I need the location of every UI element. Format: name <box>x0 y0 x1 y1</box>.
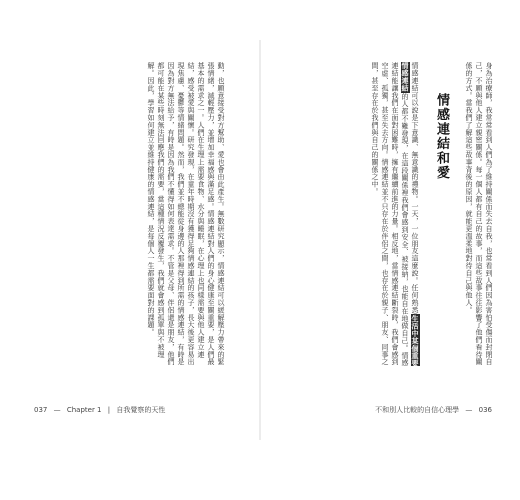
left-page-footer <box>34 405 165 415</box>
highlighted-phrase: 生活中某個重要情感連結 <box>401 62 420 367</box>
footer-bar: | <box>107 406 111 414</box>
left-chapter-title: 自我覺察的天性 <box>116 406 166 414</box>
section-text-part-1: 情感連結可以說是下意識、無意識的禮物。一天，一位朋友這麼說。任何熟悉 <box>411 62 419 314</box>
left-page-number: 037 <box>34 406 48 414</box>
section-heading: 情感連結和愛 <box>434 93 449 180</box>
right-page-number: 036 <box>478 406 492 414</box>
left-page-body-text: 動，也願意接受對方幫助、愛也會由此產生。無數研究顯示，情感連結可以緩解壓力帶來的緊張情緒，減輕壓力，並增加幸福感與滿足感。情感連結對人們的身心健康至關重要，是人們最基本的需求之一。人們在生理上需要食物、水分與睡眠，在心理上也同樣需要與他人建立連結，感受被愛與關懷。研究發現，在童年時期沒有獲得足夠情感連結的孩子，長大後更容易出現焦慮、憂鬱等情緒問題。然而，我們並不總能從身邊的人那裡得到所需的情感連結，有時是因為對方無法給予，有時是因為我們不懂得如何表達需求。不管是父母、伴侶還是朋友，他們都可能在某些時刻無法回應我們的需要，當這種情況反覆發生，我們就會感到孤單與不被理解。因此，學習如何建立並維持健康的情感連結，是每個人一生都需要面對的課題。 <box>147 62 225 366</box>
right-book-title: 不和別人比較的自信心理學 <box>375 406 460 414</box>
footer-separator: — <box>53 406 61 414</box>
right-page-section-text <box>278 62 420 372</box>
book-gutter <box>259 40 261 440</box>
left-page <box>0 0 256 500</box>
left-chapter-label: Chapter 1 <box>66 406 102 414</box>
footer-separator: — <box>465 406 473 414</box>
right-page <box>264 0 520 500</box>
section-text-part-2: 的人都不難發現，在這段關係裡我們會感到安全、被接納，也能自在地做自己。情感連結能讓我們在面對困難時，擁有繼續前進的力量。相反地，當情感連結斷裂時，我們會感到空虛、孤獨，甚至失去方向。情感連結並不只存在於伴侶之間，也存在於親子、朋友、同事之間，甚至存在於我們與自己的關係之中。 <box>371 62 409 367</box>
right-page-footer <box>375 405 492 415</box>
right-page-intro-text: 身為治療師，我常常看到人們為了維持關係而失去自我，也常看到人們因為害怕受傷而封閉自己，不願與他人建立親密關係。每一個人都有自己的故事，而這些故事往往影響了他們看待關係的方式。當我們了解這些故事背後的原因，就能更溫柔地對待自己與他人。 <box>465 62 493 366</box>
